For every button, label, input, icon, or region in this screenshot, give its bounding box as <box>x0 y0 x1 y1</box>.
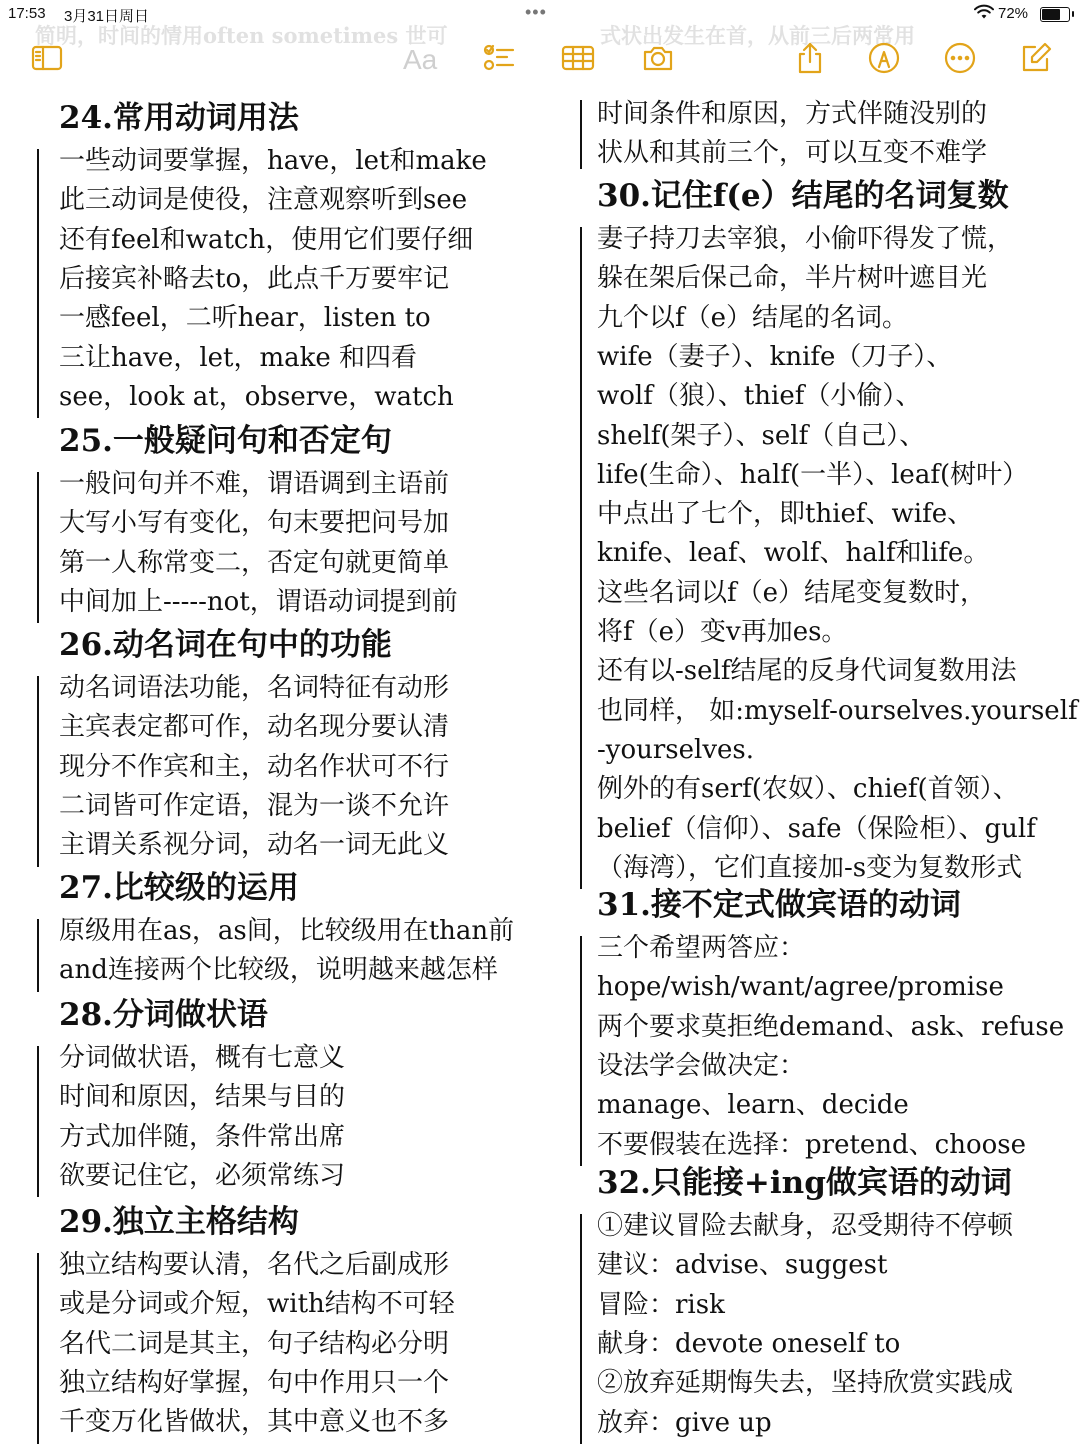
note-line: 三让have，let，make 和四看 <box>59 342 418 373</box>
note-line: 三个希望两答应： <box>597 933 806 963</box>
quote-bar <box>37 149 39 418</box>
note-line: wife（妻子）、knife（刀子）、 <box>597 341 953 372</box>
share-icon <box>793 41 827 79</box>
note-line: life(生命）、half(一半）、leaf(树叶） <box>597 459 1029 490</box>
note-line: 妻子持刀去宰狼，小偷吓得发了慌， <box>597 224 1014 254</box>
note-line: 千变万化皆做状，其中意义也不多 <box>59 1407 450 1438</box>
note-line: 原级用在as，as间，比较级用在than前 <box>59 916 515 946</box>
note-line: 例外的有serf(农奴）、chief(首领）、 <box>597 774 1019 805</box>
table-icon <box>561 41 595 79</box>
note-line: 献身：devote oneself to <box>597 1328 901 1359</box>
section-title: 25.一般疑问句和否定句 <box>59 423 392 459</box>
section-title: 29.独立主格结构 <box>59 1204 299 1240</box>
note-line: 名代二词是其主，句子结构必分明 <box>59 1328 450 1359</box>
status-date: 3月31日周日 <box>64 8 150 25</box>
quote-bar <box>580 1214 582 1444</box>
note-line: belief（信仰）、safe（保险柜）、gulf <box>597 813 1036 844</box>
battery-level <box>1042 9 1060 20</box>
section-title: 27.比较级的运用 <box>59 870 299 906</box>
section-title: 26.动名词在句中的功能 <box>59 627 392 663</box>
ghost-text-left: 简明，时间的情用often sometimes 世可 <box>35 23 448 48</box>
note-line: 一些动词要掌握，have，let和make <box>59 146 487 176</box>
note-line: ①建议冒险去献身，忍受期待不停顿 <box>597 1211 1014 1241</box>
section-title: 31.接不定式做宾语的动词 <box>597 887 961 923</box>
note-line: 两个要求莫拒绝demand、ask、refuse <box>597 1011 1065 1042</box>
note-line: 建议：advise、suggest <box>597 1250 888 1281</box>
multitasking-dots-icon[interactable]: ••• <box>525 2 547 22</box>
note-line: 躲在架后保己命，半片树叶遮目光 <box>597 263 988 294</box>
quote-bar <box>37 919 39 992</box>
note-line: manage、learn、decide <box>597 1090 909 1121</box>
quote-bar <box>580 227 582 889</box>
quote-bar <box>37 676 39 867</box>
status-time: 17:53 <box>8 5 46 22</box>
note-line: knife、leaf、wolf、half和life。 <box>597 538 990 569</box>
note-line: 这些名词以f（e）结尾变复数时， <box>597 577 987 608</box>
checklist-icon <box>481 41 515 79</box>
note-line: 中点出了七个，即thief、wife、 <box>597 499 974 530</box>
battery-percent: 72% <box>998 5 1029 22</box>
note-line: 将f（e）变v再加es。 <box>597 617 848 647</box>
quote-bar <box>37 1253 39 1444</box>
share-button[interactable] <box>790 40 830 80</box>
note-line: 不要假装在选择：pretend、choose <box>597 1129 1027 1160</box>
ellipsis-icon <box>943 41 977 79</box>
ghost-text-right: 式状出发生在首，从前三后两常用 <box>600 23 915 48</box>
note-line: wolf（狼）、thief（小偷）、 <box>597 381 922 412</box>
note-line: -yourselves. <box>597 734 755 765</box>
section-title: 32.只能接+ing做宾语的动词 <box>597 1165 1012 1201</box>
compose-icon <box>1019 41 1053 79</box>
note-line: 也同样， 如:myself-ourselves.yourself <box>597 695 1078 726</box>
note-line: and连接两个比较级，说明越来越怎样 <box>59 955 498 986</box>
note-line: 冒险：risk <box>597 1289 725 1320</box>
sidebar-toggle-button[interactable] <box>27 40 67 80</box>
note-line: 还有以-self结尾的反身代词复数用法 <box>597 656 1017 687</box>
new-note-button[interactable] <box>1016 40 1056 80</box>
note-line: 中间加上-----not，谓语动词提到前 <box>59 586 458 617</box>
note-line: 大写小写有变化，句末要把问号加 <box>59 508 450 539</box>
markup-button[interactable] <box>864 40 904 80</box>
note-line: 设法学会做决定： <box>597 1050 806 1081</box>
note-line: 九个以f（e）结尾的名词。 <box>597 302 909 333</box>
note-line: 时间条件和原因，方式伴随没别的 <box>597 99 988 129</box>
note-line: 独立结构要认清，名代之后副成形 <box>59 1250 450 1280</box>
table-button[interactable] <box>558 40 598 80</box>
note-line: 现分不作宾和主，动名作状可不行 <box>59 751 450 782</box>
format-text-button[interactable]: Aa <box>403 44 438 75</box>
note-line: 一感feel，二听hear，listen to <box>59 303 431 334</box>
note-line: 状从和其前三个，可以互变不难学 <box>597 138 988 169</box>
quote-bar <box>37 1046 39 1197</box>
note-line: 欲要记住它，必须常练习 <box>59 1160 346 1191</box>
section-title: 24.常用动词用法 <box>59 100 299 136</box>
sidebar-icon <box>30 41 64 79</box>
note-line: 分词做状语，概有七意义 <box>59 1043 346 1073</box>
note-line: 主谓关系视分词，动名一词无此义 <box>59 830 450 861</box>
note-line: 一般问句并不难，谓语调到主语前 <box>59 469 450 499</box>
camera-button[interactable] <box>638 40 678 80</box>
note-line: 方式加伴随，条件常出席 <box>59 1121 346 1152</box>
note-line: 放弃：give up <box>597 1407 772 1438</box>
battery-icon <box>1040 7 1070 22</box>
checklist-button[interactable] <box>478 40 518 80</box>
note-line: 或是分词或介短，with结构不可轻 <box>59 1289 455 1320</box>
markup-pen-icon <box>867 41 901 79</box>
quote-bar <box>580 936 582 1166</box>
note-line: shelf(架子）、self（自己）、 <box>597 420 926 451</box>
note-line: 第一人称常变二，否定句就更简单 <box>59 547 450 578</box>
note-line: 主宾表定都可作，动名现分要认清 <box>59 712 450 743</box>
note-line: 时间和原因，结果与目的 <box>59 1082 346 1113</box>
quote-bar <box>37 472 39 623</box>
note-line: hope/wish/want/agree/promise <box>597 972 1004 1003</box>
note-line: 此三动词是使役，注意观察听到see <box>59 185 468 216</box>
section-title: 28.分词做状语 <box>59 997 268 1033</box>
camera-icon <box>641 41 675 79</box>
more-options-button[interactable] <box>940 40 980 80</box>
note-line: 后接宾补略去to，此点千万要牢记 <box>59 263 450 294</box>
note-line: ②放弃延期悔失去，坚持欣赏实践成 <box>597 1368 1014 1399</box>
note-line: see，look at，observe，watch <box>59 381 454 412</box>
notes-toolbar <box>0 40 1080 84</box>
note-line: （海湾），它们直接加-s变为复数形式 <box>597 852 1023 883</box>
note-line: 二词皆可作定语，混为一谈不允许 <box>59 790 450 821</box>
section-title: 30.记住f(e）结尾的名词复数 <box>597 178 1009 214</box>
note-line: 还有feel和watch，使用它们要仔细 <box>59 224 474 255</box>
note-line: 动名词语法功能，名词特征有动形 <box>59 673 450 703</box>
note-line: 独立结构好掌握，句中作用只一个 <box>59 1367 450 1398</box>
quote-bar <box>580 100 582 169</box>
